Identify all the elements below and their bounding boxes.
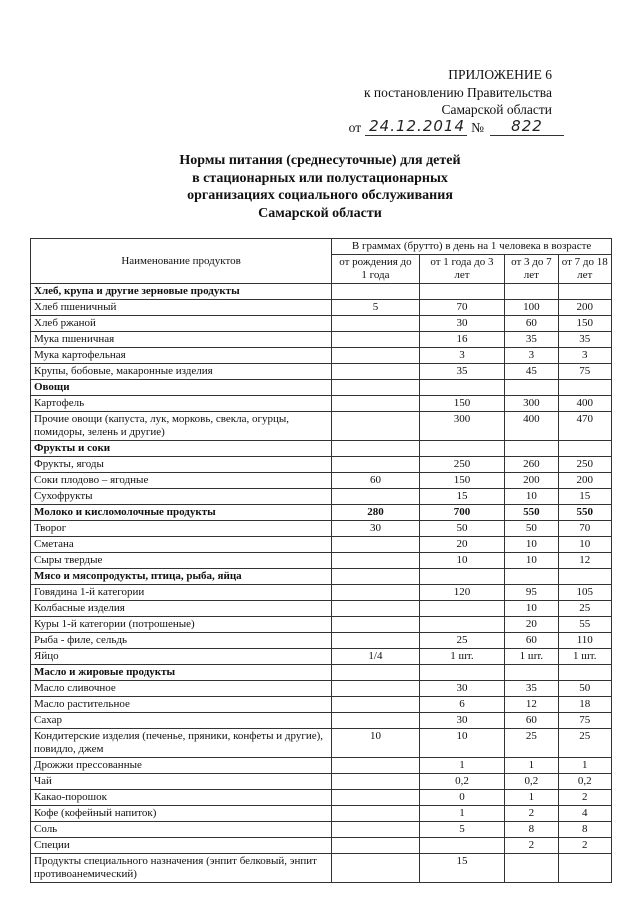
value-cell: 150 xyxy=(419,473,504,489)
value-cell: 2 xyxy=(505,806,558,822)
value-cell: 120 xyxy=(419,585,504,601)
value-cell: 10 xyxy=(505,489,558,505)
section-title: Фрукты и соки xyxy=(31,441,332,457)
value-cell: 15 xyxy=(419,854,504,883)
table-row xyxy=(31,713,612,729)
section-title: Молоко и кисломолочные продукты xyxy=(31,505,332,521)
value-cell: 35 xyxy=(505,681,558,697)
value-cell xyxy=(332,332,420,348)
product-name: Мука картофельная xyxy=(31,348,332,364)
value-cell: 200 xyxy=(558,473,611,489)
value-cell: 8 xyxy=(505,822,558,838)
table-row xyxy=(31,300,612,316)
table-row xyxy=(31,854,612,883)
value-cell: 5 xyxy=(332,300,420,316)
value-cell xyxy=(332,585,420,601)
value-cell xyxy=(419,569,504,585)
table-row xyxy=(31,364,612,380)
table-row xyxy=(31,681,612,697)
value-cell: 400 xyxy=(558,396,611,412)
value-cell: 3 xyxy=(558,348,611,364)
product-name: Куры 1-й категории (потрошеные) xyxy=(31,617,332,633)
value-cell: 10 xyxy=(419,553,504,569)
value-cell xyxy=(419,441,504,457)
value-cell: 550 xyxy=(558,505,611,521)
value-cell: 250 xyxy=(558,457,611,473)
product-name: Специи xyxy=(31,838,332,854)
product-name: Яйцо xyxy=(31,649,332,665)
value-cell: 45 xyxy=(505,364,558,380)
product-name: Продукты специального назначения (энпит белковый, энпит противоанемический) xyxy=(31,854,332,883)
value-cell: 1 шт. xyxy=(419,649,504,665)
value-cell: 16 xyxy=(419,332,504,348)
value-cell: 55 xyxy=(558,617,611,633)
value-cell xyxy=(558,665,611,681)
section-row xyxy=(31,505,612,521)
value-cell: 50 xyxy=(558,681,611,697)
value-cell: 50 xyxy=(419,521,504,537)
value-cell: 30 xyxy=(419,713,504,729)
value-cell xyxy=(558,441,611,457)
value-cell: 2 xyxy=(558,838,611,854)
value-cell: 25 xyxy=(419,633,504,649)
value-cell xyxy=(558,569,611,585)
value-cell xyxy=(505,569,558,585)
value-cell: 35 xyxy=(558,332,611,348)
from-label: от xyxy=(348,120,362,135)
section-row xyxy=(31,380,612,396)
value-cell xyxy=(332,633,420,649)
value-cell xyxy=(332,617,420,633)
value-cell: 470 xyxy=(558,412,611,441)
product-name: Прочие овощи (капуста, лук, морковь, свекла, огурцы, помидоры, зелень и другие) xyxy=(31,412,332,441)
table-row xyxy=(31,489,612,505)
value-cell xyxy=(332,380,420,396)
value-cell: 400 xyxy=(505,412,558,441)
value-cell: 300 xyxy=(505,396,558,412)
column-header-age-7-18: от 7 до 18 лет xyxy=(558,255,611,284)
date-number-line xyxy=(349,118,564,136)
value-cell: 60 xyxy=(505,633,558,649)
section-row xyxy=(31,441,612,457)
table-row xyxy=(31,633,612,649)
value-cell: 1/4 xyxy=(332,649,420,665)
value-cell: 3 xyxy=(505,348,558,364)
product-name: Мука пшеничная xyxy=(31,332,332,348)
column-header-age-0-1: от рождения до 1 года xyxy=(332,255,420,284)
value-cell xyxy=(332,681,420,697)
column-header-age-1-3: от 1 года до 3 лет xyxy=(419,255,504,284)
value-cell: 25 xyxy=(558,601,611,617)
product-name: Творог xyxy=(31,521,332,537)
value-cell xyxy=(332,396,420,412)
value-cell xyxy=(332,364,420,380)
product-name: Чай xyxy=(31,774,332,790)
value-cell: 1 xyxy=(419,758,504,774)
value-cell: 70 xyxy=(419,300,504,316)
value-cell: 10 xyxy=(558,537,611,553)
table-row xyxy=(31,553,612,569)
value-cell: 30 xyxy=(332,521,420,537)
value-cell: 3 xyxy=(419,348,504,364)
section-title: Овощи xyxy=(31,380,332,396)
product-name: Сметана xyxy=(31,537,332,553)
value-cell xyxy=(505,854,558,883)
product-name: Масло сливочное xyxy=(31,681,332,697)
value-cell: 10 xyxy=(505,553,558,569)
value-cell: 30 xyxy=(419,681,504,697)
table-row xyxy=(31,316,612,332)
value-cell: 0,2 xyxy=(558,774,611,790)
value-cell xyxy=(332,697,420,713)
nutrition-norms-table xyxy=(30,238,612,883)
table-row xyxy=(31,332,612,348)
product-name: Сухофрукты xyxy=(31,489,332,505)
table-row xyxy=(31,697,612,713)
value-cell: 60 xyxy=(332,473,420,489)
value-cell: 30 xyxy=(419,316,504,332)
value-cell: 5 xyxy=(419,822,504,838)
value-cell: 700 xyxy=(419,505,504,521)
number-label: № xyxy=(471,120,484,135)
product-name: Соки плодово – ягодные xyxy=(31,473,332,489)
value-cell: 105 xyxy=(558,585,611,601)
table-row xyxy=(31,585,612,601)
value-cell: 10 xyxy=(332,729,420,758)
section-title: Мясо и мясопродукты, птица, рыба, яйца xyxy=(31,569,332,585)
title-line-2: в стационарных или полустационарных xyxy=(192,170,448,186)
value-cell xyxy=(332,713,420,729)
value-cell: 75 xyxy=(558,364,611,380)
value-cell xyxy=(419,284,504,300)
table-row xyxy=(31,537,612,553)
value-cell xyxy=(332,553,420,569)
value-cell: 10 xyxy=(505,601,558,617)
table-row xyxy=(31,822,612,838)
section-title: Хлеб, крупа и другие зерновые продукты xyxy=(31,284,332,300)
value-cell: 1 xyxy=(505,758,558,774)
value-cell: 20 xyxy=(505,617,558,633)
value-cell: 25 xyxy=(558,729,611,758)
title-line-3: организациях социального обслуживания xyxy=(187,188,453,203)
section-row xyxy=(31,569,612,585)
section-row xyxy=(31,284,612,300)
value-cell xyxy=(332,790,420,806)
title-line-1: Нормы питания (среднесуточные) для детей xyxy=(179,153,461,168)
value-cell: 12 xyxy=(505,697,558,713)
value-cell xyxy=(332,457,420,473)
value-cell: 0,2 xyxy=(505,774,558,790)
value-cell xyxy=(419,838,504,854)
product-name: Кондитерские изделия (печенье, пряники, конфеты и другие), повидло, джем xyxy=(31,729,332,758)
value-cell: 150 xyxy=(419,396,504,412)
table-row xyxy=(31,521,612,537)
value-cell: 1 шт. xyxy=(558,649,611,665)
value-cell: 20 xyxy=(419,537,504,553)
column-header-age-3-7: от 3 до 7 лет xyxy=(505,255,558,284)
value-cell xyxy=(332,316,420,332)
value-cell xyxy=(332,822,420,838)
value-cell: 250 xyxy=(419,457,504,473)
value-cell: 15 xyxy=(558,489,611,505)
product-name: Сыры твердые xyxy=(31,553,332,569)
section-row xyxy=(31,665,612,681)
value-cell: 12 xyxy=(558,553,611,569)
value-cell: 260 xyxy=(505,457,558,473)
value-cell: 2 xyxy=(505,838,558,854)
value-cell xyxy=(332,441,420,457)
value-cell xyxy=(505,665,558,681)
handwritten-number: 822 xyxy=(490,118,564,136)
value-cell: 1 xyxy=(505,790,558,806)
table-row xyxy=(31,790,612,806)
value-cell: 60 xyxy=(505,316,558,332)
product-name: Дрожжи прессованные xyxy=(31,758,332,774)
product-name: Картофель xyxy=(31,396,332,412)
value-cell: 550 xyxy=(505,505,558,521)
table-row xyxy=(31,396,612,412)
product-name: Кофе (кофейный напиток) xyxy=(31,806,332,822)
table-row xyxy=(31,412,612,441)
document-title xyxy=(0,152,640,222)
value-cell: 15 xyxy=(419,489,504,505)
value-cell: 60 xyxy=(505,713,558,729)
value-cell: 4 xyxy=(558,806,611,822)
table-row xyxy=(31,457,612,473)
value-cell: 1 xyxy=(419,806,504,822)
table-row xyxy=(31,729,612,758)
value-cell: 0,2 xyxy=(419,774,504,790)
handwritten-date: 24.12.2014 xyxy=(365,118,467,136)
value-cell: 300 xyxy=(419,412,504,441)
value-cell xyxy=(332,537,420,553)
value-cell xyxy=(419,617,504,633)
value-cell xyxy=(419,665,504,681)
product-name: Масло растительное xyxy=(31,697,332,713)
value-cell: 95 xyxy=(505,585,558,601)
table-row xyxy=(31,774,612,790)
value-cell: 10 xyxy=(505,537,558,553)
product-name: Фрукты, ягоды xyxy=(31,457,332,473)
table-row xyxy=(31,649,612,665)
value-cell: 18 xyxy=(558,697,611,713)
appendix-label: ПРИЛОЖЕНИЕ 6 xyxy=(448,67,552,82)
table-row xyxy=(31,473,612,489)
resolution-line: к постановлению Правительства xyxy=(363,85,552,100)
value-cell xyxy=(505,441,558,457)
value-cell: 100 xyxy=(505,300,558,316)
value-cell: 200 xyxy=(558,300,611,316)
value-cell: 200 xyxy=(505,473,558,489)
value-cell xyxy=(558,854,611,883)
value-cell: 0 xyxy=(419,790,504,806)
value-cell: 1 шт. xyxy=(505,649,558,665)
table-row xyxy=(31,601,612,617)
value-cell xyxy=(332,284,420,300)
column-group-header: В граммах (брутто) в день на 1 человека в возрасте xyxy=(332,239,612,255)
value-cell: 35 xyxy=(419,364,504,380)
product-name: Колбасные изделия xyxy=(31,601,332,617)
product-name: Рыба - филе, сельдь xyxy=(31,633,332,649)
value-cell xyxy=(332,758,420,774)
table-row xyxy=(31,838,612,854)
value-cell xyxy=(332,412,420,441)
product-name: Какао-порошок xyxy=(31,790,332,806)
value-cell xyxy=(558,284,611,300)
value-cell xyxy=(332,854,420,883)
product-name: Сахар xyxy=(31,713,332,729)
value-cell xyxy=(332,806,420,822)
value-cell: 50 xyxy=(505,521,558,537)
title-line-4: Самарской области xyxy=(258,205,382,221)
table-row xyxy=(31,348,612,364)
value-cell: 10 xyxy=(419,729,504,758)
value-cell: 6 xyxy=(419,697,504,713)
value-cell xyxy=(332,348,420,364)
table-body xyxy=(31,284,612,883)
value-cell: 1 xyxy=(558,758,611,774)
value-cell xyxy=(332,489,420,505)
value-cell: 35 xyxy=(505,332,558,348)
value-cell xyxy=(505,380,558,396)
table-row xyxy=(31,806,612,822)
value-cell xyxy=(505,284,558,300)
value-cell: 25 xyxy=(505,729,558,758)
value-cell xyxy=(332,774,420,790)
table-row xyxy=(31,758,612,774)
region-line: Самарской области xyxy=(441,102,552,117)
value-cell xyxy=(419,380,504,396)
value-cell: 280 xyxy=(332,505,420,521)
value-cell xyxy=(332,569,420,585)
section-title: Масло и жировые продукты xyxy=(31,665,332,681)
value-cell xyxy=(332,601,420,617)
column-header-product-name: Наименование продуктов xyxy=(31,239,332,284)
value-cell: 2 xyxy=(558,790,611,806)
value-cell xyxy=(419,601,504,617)
product-name: Крупы, бобовые, макаронные изделия xyxy=(31,364,332,380)
product-name: Говядина 1-й категории xyxy=(31,585,332,601)
value-cell xyxy=(558,380,611,396)
value-cell: 75 xyxy=(558,713,611,729)
value-cell: 110 xyxy=(558,633,611,649)
table-row xyxy=(31,617,612,633)
value-cell: 150 xyxy=(558,316,611,332)
value-cell xyxy=(332,838,420,854)
product-name: Соль xyxy=(31,822,332,838)
product-name: Хлеб ржаной xyxy=(31,316,332,332)
value-cell: 8 xyxy=(558,822,611,838)
value-cell xyxy=(332,665,420,681)
value-cell: 70 xyxy=(558,521,611,537)
product-name: Хлеб пшеничный xyxy=(31,300,332,316)
